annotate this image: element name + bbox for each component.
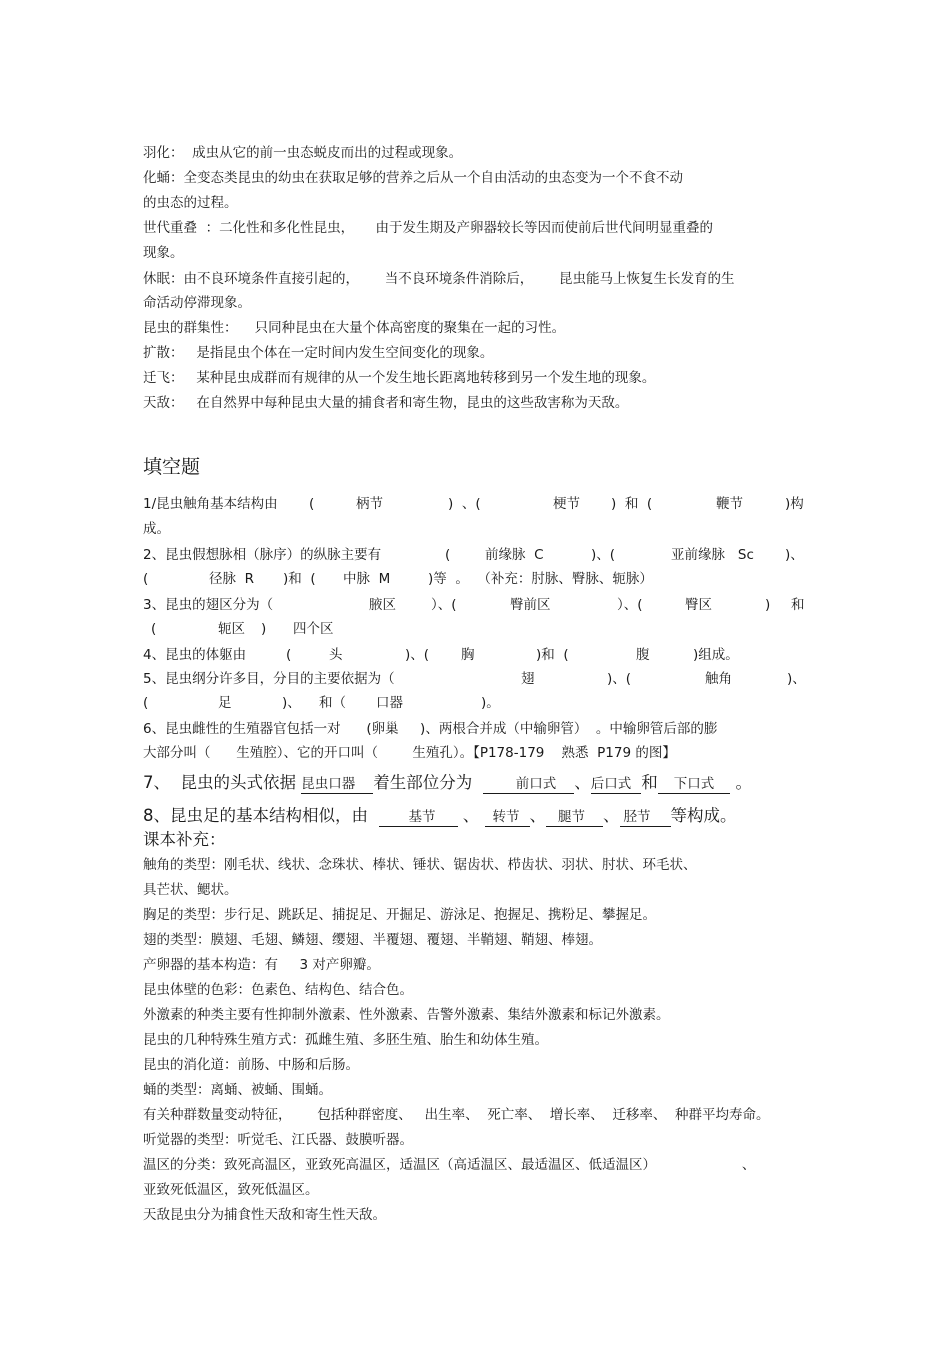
- q5-paren: )、: [282, 695, 301, 711]
- q7-text: 着生部位分为: [373, 773, 473, 792]
- supplement-line: 昆虫的几种特殊生殖方式：孤雌生殖、多胚生殖、胎生和幼体生殖。: [143, 1032, 548, 1048]
- q5-answer-1: 翅: [521, 671, 535, 687]
- q3-paren: ): [261, 621, 267, 637]
- supplement-line: 触角的类型：刚毛状、线状、念珠状、棒状、锤状、锯齿状、栉齿状、羽状、肘状、环毛状、: [143, 857, 697, 873]
- q2-text: 2、昆虫假想脉相（脉序）的纵脉主要有: [143, 547, 382, 563]
- q4-answer-3: 腹: [636, 647, 650, 663]
- supplement-line: 胸足的类型：步行足、跳跃足、捕捉足、开掘足、游泳足、抱握足、携粉足、攀握足。: [143, 907, 656, 923]
- definition-line: 羽化： 成虫从它的前一虫态蜕皮而出的过程或现象。: [143, 145, 463, 161]
- q7-blank-4: 下口式: [658, 775, 731, 794]
- q2-answer-2: 亚前缘脉 Sc: [671, 547, 754, 563]
- q5-answer-4: 口器: [376, 695, 403, 711]
- supplement-line: 产卵器的基本构造：有 3 对产卵瓣。: [143, 957, 380, 973]
- q4-paren: )、(: [405, 647, 430, 663]
- supplement-line: 翅的类型：膜翅、毛翅、鳞翅、缨翅、半覆翅、覆翅、半鞘翅、鞘翅、棒翅。: [143, 932, 602, 948]
- q1-text: 1/昆虫触角基本结构由: [143, 496, 278, 512]
- question-5: [143, 670, 813, 688]
- q3-answer-3: 臀区: [685, 597, 712, 613]
- supplement-line: 天敌昆虫分为捕食性天敌和寄生性天敌。: [143, 1207, 386, 1223]
- q1-answer-2: 梗节: [553, 496, 580, 512]
- q2-paren: )、(: [591, 547, 616, 563]
- question-2-line2: [143, 570, 813, 588]
- definition-line: 世代重叠 ：二化性和多化性昆虫， 由于发生期及产卵器较长等因而使前后世代间明显重叠的: [143, 220, 714, 236]
- question-7: [143, 772, 752, 794]
- q7-text: 和: [641, 773, 658, 792]
- q8-text: 、: [529, 806, 546, 825]
- q8-text: 8、昆虫足的基本结构相似，由: [143, 806, 368, 825]
- q2-paren: (: [143, 571, 149, 587]
- supplement-line: 听觉器的类型：听觉毛、江氏器、鼓膜听器。: [143, 1132, 413, 1148]
- q2-answer-3: 径脉 R: [209, 571, 254, 587]
- q5-text: 和（: [319, 695, 346, 711]
- q1-answer-1: 柄节: [356, 496, 383, 512]
- q5-answer-3: 足: [218, 695, 232, 711]
- supplement-line: 温区的分类：致死高温区，亚致死高温区，适温区（高适温区、最适温区、低适温区） 、: [143, 1157, 756, 1173]
- q8-blank-1: 基节: [379, 808, 458, 827]
- q8-blank-4: 胫节: [620, 808, 671, 827]
- supplement-heading: 课本补充：: [143, 830, 226, 849]
- question-2: [143, 546, 813, 564]
- q3-text: 3、昆虫的翅区分为（: [143, 597, 274, 613]
- q7-blank-3: 后口式: [591, 775, 642, 794]
- q8-text: 等构成。: [670, 806, 737, 825]
- q1-paren: )构: [785, 496, 804, 512]
- q5-paren: )。: [481, 695, 500, 711]
- section-heading-fill-in: 填空题: [143, 456, 201, 478]
- supplement-line: 昆虫体壁的色彩：色素色、结构色、结合色。: [143, 982, 413, 998]
- q4-paren: )和 (: [536, 647, 569, 663]
- q1-line2: 成。: [143, 521, 170, 537]
- supplement-line: 昆虫的消化道：前肠、中肠和后肠。: [143, 1057, 359, 1073]
- supplement-line: 外激素的种类主要有性抑制外激素、性外激素、告警外激素、集结外激素和标记外激素。: [143, 1007, 670, 1023]
- q4-paren: (: [286, 647, 292, 663]
- definition-line: 化蛹：全变态类昆虫的幼虫在获取足够的营养之后从一个自由活动的虫态变为一个不食不动: [143, 170, 683, 186]
- q2-paren: )、: [785, 547, 804, 563]
- q2-paren: (: [445, 547, 451, 563]
- q3-text: 四个区: [293, 621, 334, 637]
- q4-text: 4、昆虫的体躯由: [143, 647, 247, 663]
- q4-answer-1: 头: [329, 647, 343, 663]
- q4-text: )组成。: [693, 647, 739, 663]
- q8-blank-3: 腿节: [546, 808, 603, 827]
- q3-paren: ): [765, 597, 771, 613]
- supplement-line: 有关种群数量变动特征， 包括种群密度、 出生率、 死亡率、 增长率、 迁移率、 种群平均寿命。: [143, 1107, 770, 1123]
- q3-paren: ）、(: [617, 597, 643, 613]
- q8-text: 、: [603, 806, 620, 825]
- question-5-line2: [143, 694, 813, 712]
- definition-line: 天敌： 在自然界中每种昆虫大量的捕食者和寄生物，昆虫的这些敌害称为天敌。: [143, 395, 629, 411]
- question-1: [143, 495, 813, 513]
- question-4: [143, 646, 813, 664]
- definition-line: 的虫态的过程。: [143, 195, 238, 211]
- definition-line: 现象。: [143, 245, 184, 261]
- q3-paren: (: [151, 621, 157, 637]
- q7-text: 、: [574, 773, 591, 792]
- q2-paren: )和 (: [283, 571, 316, 587]
- question-6: 6、昆虫雌性的生殖器官包括一对 (卵巢 )、两根合并成（中输卵管） 。中输卵管后部的膨: [143, 721, 718, 737]
- q3-paren: ）、(: [431, 597, 457, 613]
- q7-blank-2: 前口式: [483, 775, 575, 794]
- q1-answer-3: 鞭节: [716, 496, 743, 512]
- q7-blank-1: 昆虫口器: [301, 775, 373, 794]
- q3-answer-4: 轭区: [218, 621, 245, 637]
- q5-text: 5、昆虫纲分许多目，分目的主要依据为（: [143, 671, 395, 687]
- question-3: [143, 596, 813, 614]
- definition-line: 迁飞： 某种昆虫成群而有规律的从一个发生地长距离地转移到另一个发生地的现象。: [143, 370, 656, 386]
- q8-blank-2: 转节: [485, 808, 530, 827]
- q5-paren: )、: [787, 671, 806, 687]
- q1-paren: (: [309, 496, 315, 512]
- q5-paren: )、(: [607, 671, 632, 687]
- supplement-line: 蛹的类型：离蛹、被蛹、围蛹。: [143, 1082, 332, 1098]
- q8-text: 、: [462, 806, 480, 825]
- q7-text: 7、 昆虫的头式依据: [143, 773, 296, 792]
- definition-line: 命活动停滞现象。: [143, 295, 251, 311]
- q4-answer-2: 胸: [461, 647, 475, 663]
- supplement-line: 具芒状、鳃状。: [143, 882, 238, 898]
- question-6-line2: 大部分叫（ 生殖腔）、它的开口叫（ 生殖孔）。【P178-179 熟悉 P179 的图】: [143, 745, 676, 761]
- q1-paren: ) 和 (: [611, 496, 653, 512]
- q5-answer-2: 触角: [705, 671, 732, 687]
- q5-paren: (: [143, 695, 149, 711]
- question-8: [143, 805, 737, 827]
- q2-answer-4: 中脉 M: [343, 571, 391, 587]
- q2-text: )等 。 （补充：肘脉、臀脉、轭脉）: [428, 571, 653, 587]
- q3-text: 和: [791, 597, 805, 613]
- q3-answer-1: 腋区: [369, 597, 396, 613]
- definition-line: 扩散： 是指昆虫个体在一定时间内发生空间变化的现象。: [143, 345, 494, 361]
- q1-paren: ) 、(: [448, 496, 481, 512]
- definition-line: 昆虫的群集性： 只同种昆虫在大量个体高密度的聚集在一起的习性。: [143, 320, 566, 336]
- definition-line: 休眠：由不良环境条件直接引起的， 当不良环境条件消除后， 昆虫能马上恢复生长发育的生: [143, 271, 735, 287]
- q2-answer-1: 前缘脉 C: [485, 547, 544, 563]
- supplement-line: 亚致死低温区，致死低温区。: [143, 1182, 319, 1198]
- q3-answer-2: 臀前区: [510, 597, 551, 613]
- q7-text: 。: [735, 773, 752, 792]
- question-3-line2: [143, 620, 813, 638]
